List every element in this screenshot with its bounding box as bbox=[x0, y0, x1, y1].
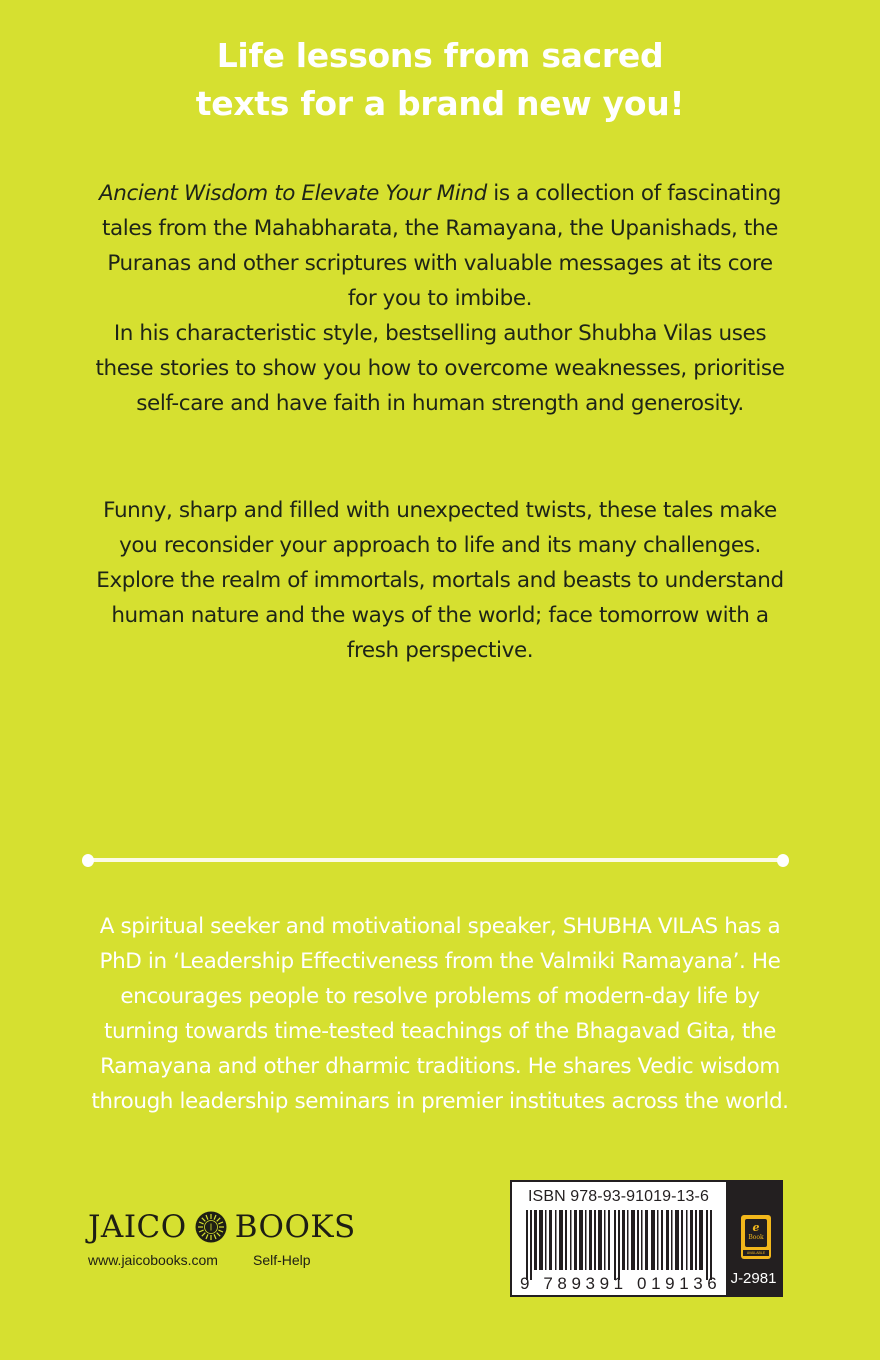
publisher-name-right: BOOKS bbox=[234, 1209, 356, 1245]
ebook-icon bbox=[741, 1215, 771, 1259]
category-label: Self-Help bbox=[253, 1252, 311, 1268]
barcode-block bbox=[510, 1180, 783, 1297]
blurb-paragraph-2: In his characteristic style, bestselling author Shubha Vilas uses these stories to show you how to overcome weaknesses, prioritise self-care and have faith in human strength and generosity. bbox=[95, 321, 785, 416]
ebook-letter: e bbox=[752, 1221, 760, 1234]
headline-line-1: Life lessons from sacred bbox=[216, 36, 664, 75]
headline bbox=[0, 32, 880, 128]
catalog-code: J-2981 bbox=[730, 1270, 777, 1287]
publisher-meta bbox=[88, 1252, 388, 1268]
headline-line-2: texts for a brand new you! bbox=[195, 84, 685, 123]
divider-line bbox=[88, 858, 785, 862]
barcode-side-panel bbox=[726, 1182, 781, 1295]
sun-emblem-icon bbox=[195, 1211, 227, 1243]
blurb-paragraph-1-text: is a collection of fascinating tales from the Mahabharata, the Ramayana, the Upanishads, the Puranas and other scriptures with valuable messages at its core for you to imbibe. bbox=[101, 181, 782, 311]
publisher-block bbox=[88, 1208, 388, 1268]
author-bio: A spiritual seeker and motivational speaker, SHUBHA VILAS has a PhD in ‘Leadership Effectiveness from the Valmiki Ramayana’. He encourages people to resolve problems of modern-day life by turning towards time-tested teachings of the Bhagavad Gita, the Ramayana and other dharmic traditions. He shares Vedic wisdom through leadership seminars in premier institutes across the world. bbox=[91, 914, 789, 1114]
divider-dot-left bbox=[82, 854, 94, 867]
publisher-name-left: JAICO bbox=[88, 1209, 187, 1245]
ebook-available-caption: AVAILABLE bbox=[743, 1250, 769, 1256]
divider-dot-right bbox=[777, 854, 789, 867]
blurb-paragraph-1 bbox=[90, 176, 790, 316]
ebook-word: Book bbox=[748, 1234, 764, 1241]
isbn-label: ISBN 978-93-91019-13-6 bbox=[528, 1188, 709, 1205]
barcode-area bbox=[512, 1182, 726, 1295]
publisher-logo bbox=[88, 1208, 388, 1246]
barcode-icon bbox=[526, 1210, 714, 1280]
publisher-website-link[interactable]: www.jaicobooks.com bbox=[88, 1252, 218, 1268]
blurb-paragraph-3: Funny, sharp and filled with unexpected twists, these tales make you reconsider your approach to life and its many challenges. Explore the realm of immortals, mortals and beasts to understand human nature and the ways of the world; face tomorrow with a fresh perspective. bbox=[96, 498, 784, 663]
book-title: Ancient Wisdom to Elevate Your Mind bbox=[98, 181, 487, 206]
barcode-digits: 9 789391 019136 bbox=[520, 1274, 722, 1293]
